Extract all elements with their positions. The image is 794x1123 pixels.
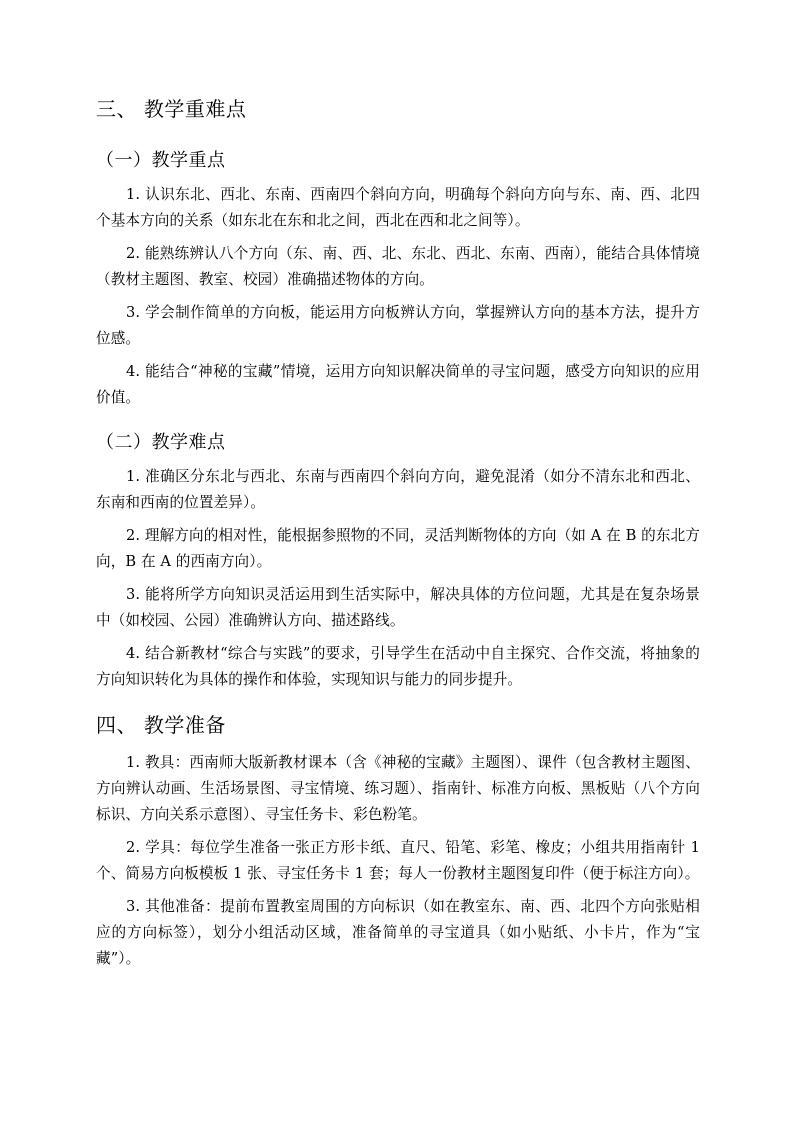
difficult-point-paragraph: 3. 能将所学方向知识灵活运用到生活实际中，解决具体的方位问题，尤其是在复杂场景中（如校园、公园）准确辨认方向、描述路线。 [96, 586, 700, 629]
subsection-heading-difficult-points: （二）教学难点 [96, 432, 226, 453]
section-heading-teaching-preparation: 四、 教学准备 [96, 713, 226, 737]
difficult-point-paragraph: 2. 理解方向的相对性，能根据参照物的不同，灵活判断物体的方向（如 A 在 B 的东北方向，B 在 A 的西南方向）。 [96, 527, 700, 570]
difficult-point-paragraph: 4. 结合新教材“综合与实践”的要求，引导学生在活动中自主探究、合作交流，将抽象的方向知识转化为具体的操作和体验，实现知识与能力的同步提升。 [96, 645, 700, 688]
difficult-point-paragraph: 1. 准确区分东北与西北、东南与西南四个斜向方向，避免混淆（如分不清东北和西北、东南和西南的位置差异）。 [96, 468, 700, 511]
preparation-paragraph: 1. 教具：西南师大版新教材课本（含《神秘的宝藏》主题图）、课件（包含教材主题图、方向辨认动画、生活场景图、寻宝情境、练习题）、指南针、标准方向板、黑板贴（八个方向标识、方向关系示意图）、寻宝任务卡、彩色粉笔。 [96, 754, 700, 823]
key-point-paragraph: 1. 认识东北、西北、东南、西南四个斜向方向，明确每个斜向方向与东、南、西、北四个基本方向的关系（如东北在东和北之间，西北在西和北之间等）。 [96, 186, 700, 229]
key-point-paragraph: 2. 能熟练辨认八个方向（东、南、西、北、东北、西北、东南、西南），能结合具体情境（教材主题图、教室、校园）准确描述物体的方向。 [96, 245, 700, 288]
section-heading-teaching-key-difficult-points: 三、 教学重难点 [96, 97, 247, 121]
key-point-paragraph: 3. 学会制作简单的方向板，能运用方向板辨认方向，掌握辨认方向的基本方法，提升方位感。 [96, 304, 700, 347]
document-page [96, 95, 700, 972]
key-point-paragraph: 4. 能结合“神秘的宝藏”情境，运用方向知识解决简单的寻宝问题，感受方向知识的应用价值。 [96, 363, 700, 406]
subsection-heading-key-points: （一）教学重点 [96, 150, 226, 171]
preparation-paragraph: 3. 其他准备：提前布置教室周围的方向标识（如在教室东、南、西、北四个方向张贴相应的方向标签），划分小组活动区域，准备简单的寻宝道具（如小贴纸、小卡片，作为“宝藏”）。 [96, 898, 700, 967]
preparation-paragraph: 2. 学具：每位学生准备一张正方形卡纸、直尺、铅笔、彩笔、橡皮；小组共用指南针 1 个、简易方向板模板 1 张、寻宝任务卡 1 套；每人一份教材主题图复印件（便于标注方向）。 [96, 839, 700, 882]
